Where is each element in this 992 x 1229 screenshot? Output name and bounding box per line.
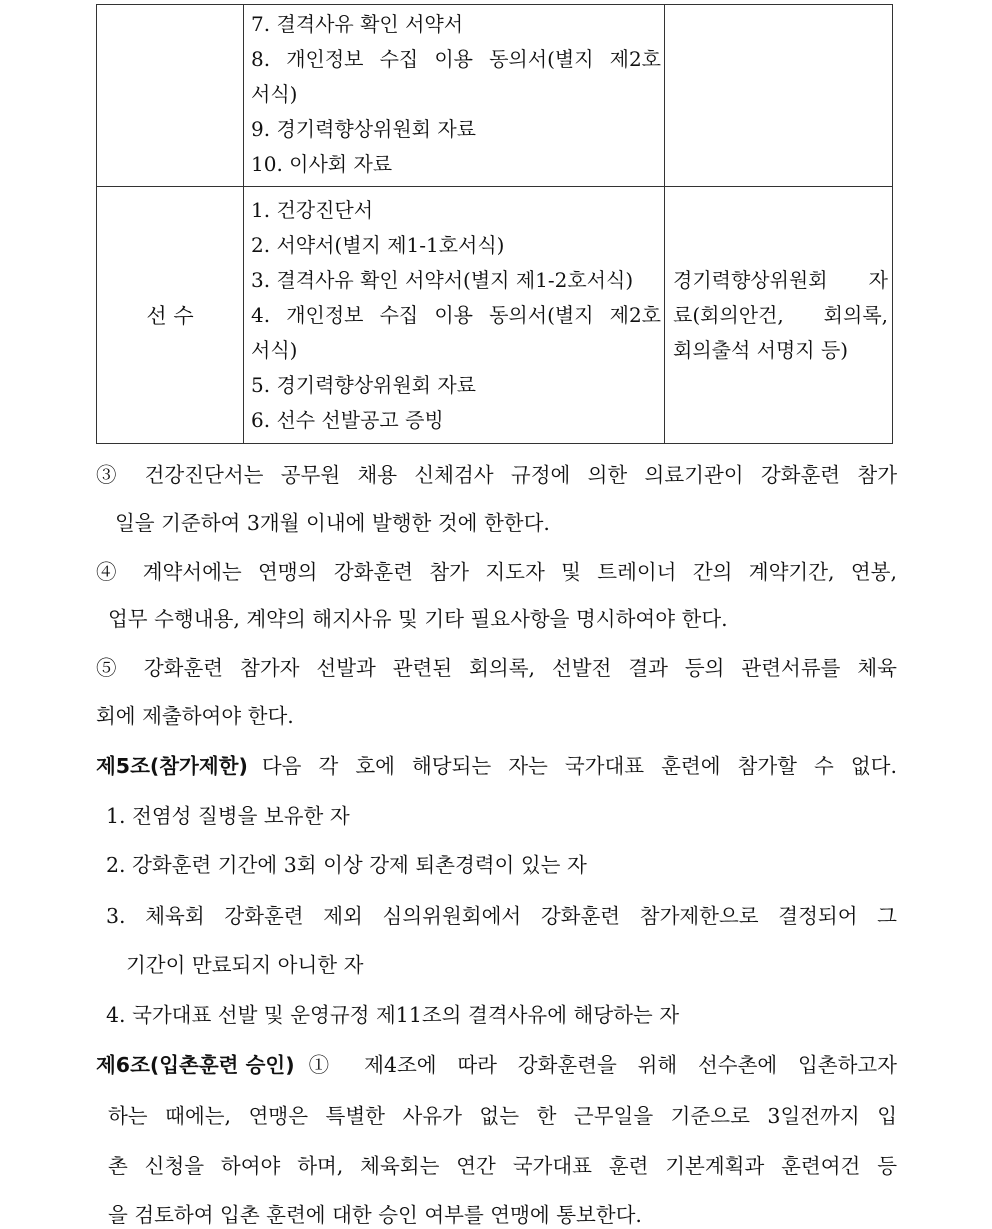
list-item: 2. 서약서(별지 제1-1호서식): [251, 233, 505, 257]
article-6-heading: 제6조(입촌훈련 승인): [96, 1053, 295, 1077]
list-item: 10. 이사회 자료: [251, 152, 393, 176]
paragraph-4-line: 업무 수행내용, 계약의 해지사유 및 기타 필요사항을 명시하여야 한다.: [108, 607, 728, 631]
article-6-text: ① 제4조에 따라 강화훈련을 위해 선수촌에 입촌하고자: [308, 1053, 897, 1077]
table-row: [97, 5, 893, 187]
paragraph-3-line: 일을 기준하여 3개월 이내에 발행한 것에 한한다.: [115, 511, 550, 535]
table-row-label: [97, 5, 244, 187]
article-5-item: 2. 강화훈련 기간에 3회 이상 강제 퇴촌경력이 있는 자: [106, 853, 587, 877]
table-note-cell: [665, 187, 893, 444]
article-5-item: 4. 국가대표 선발 및 운영규정 제11조의 결격사유에 해당하는 자: [106, 1003, 680, 1027]
article-5-first-line: [96, 754, 897, 778]
note-line: 료(회의안건, 회의록,: [673, 302, 888, 327]
article-6-line: 하는 때에는, 연맹은 특별한 사유가 없는 한 근무일을 기준으로 3일전까지 입: [108, 1104, 897, 1128]
table-note-cell: [665, 5, 893, 187]
article-6-first-line: [96, 1053, 897, 1077]
list-item: 9. 경기력향상위원회 자료: [251, 117, 476, 141]
list-item: 5. 경기력향상위원회 자료: [251, 373, 476, 397]
table-items-cell: [244, 187, 665, 444]
article-5-item: 3. 체육회 강화훈련 제외 심의위원회에서 강화훈련 참가제한으로 결정되어 그: [106, 904, 897, 928]
note-line: 경기력향상위원회 자: [673, 267, 888, 292]
list-item: 서식): [251, 82, 298, 106]
note-line: 회의출석 서명지 등): [673, 337, 849, 362]
table-items-cell: [244, 5, 665, 187]
list-item: 6. 선수 선발공고 증빙: [251, 408, 444, 432]
article-5-item: 기간이 만료되지 아니한 자: [126, 953, 364, 977]
article-5-text: 다음 각 호에 해당되는 자는 국가대표 훈련에 참가할 수 없다.: [261, 754, 897, 778]
table-row: [97, 187, 893, 444]
document-table: [96, 4, 893, 444]
article-6-line: 촌 신청을 하여야 하며, 체육회는 연간 국가대표 훈련 기본계획과 훈련여건 등: [108, 1154, 897, 1178]
list-item: 서식): [251, 338, 298, 362]
article-6-line: 을 검토하여 입촌 훈련에 대한 승인 여부를 연맹에 통보한다.: [108, 1203, 642, 1227]
list-item: 4. 개인정보 수집 이용 동의서(별지 제2호: [251, 303, 661, 327]
paragraph-4-line: ④ 계약서에는 연맹의 강화훈련 참가 지도자 및 트레이너 간의 계약기간, 연봉,: [96, 560, 897, 584]
article-5-item: 1. 전염성 질병을 보유한 자: [106, 804, 350, 828]
list-item: 8. 개인정보 수집 이용 동의서(별지 제2호: [251, 47, 661, 71]
paragraph-3-line: ③ 건강진단서는 공무원 채용 신체검사 규정에 의한 의료기관이 강화훈련 참가: [96, 463, 897, 487]
article-5-heading: 제5조(참가제한): [96, 754, 248, 778]
list-item: 3. 결격사유 확인 서약서(별지 제1-2호서식): [251, 268, 634, 292]
list-item: 1. 건강진단서: [251, 198, 374, 222]
paragraph-5-line: 회에 제출하여야 한다.: [96, 704, 294, 728]
paragraph-5-line: ⑤ 강화훈련 참가자 선발과 관련된 회의록, 선발전 결과 등의 관련서류를 체육: [96, 656, 897, 680]
list-item: 7. 결격사유 확인 서약서: [251, 12, 464, 36]
table-row-label: 선 수: [97, 187, 244, 444]
